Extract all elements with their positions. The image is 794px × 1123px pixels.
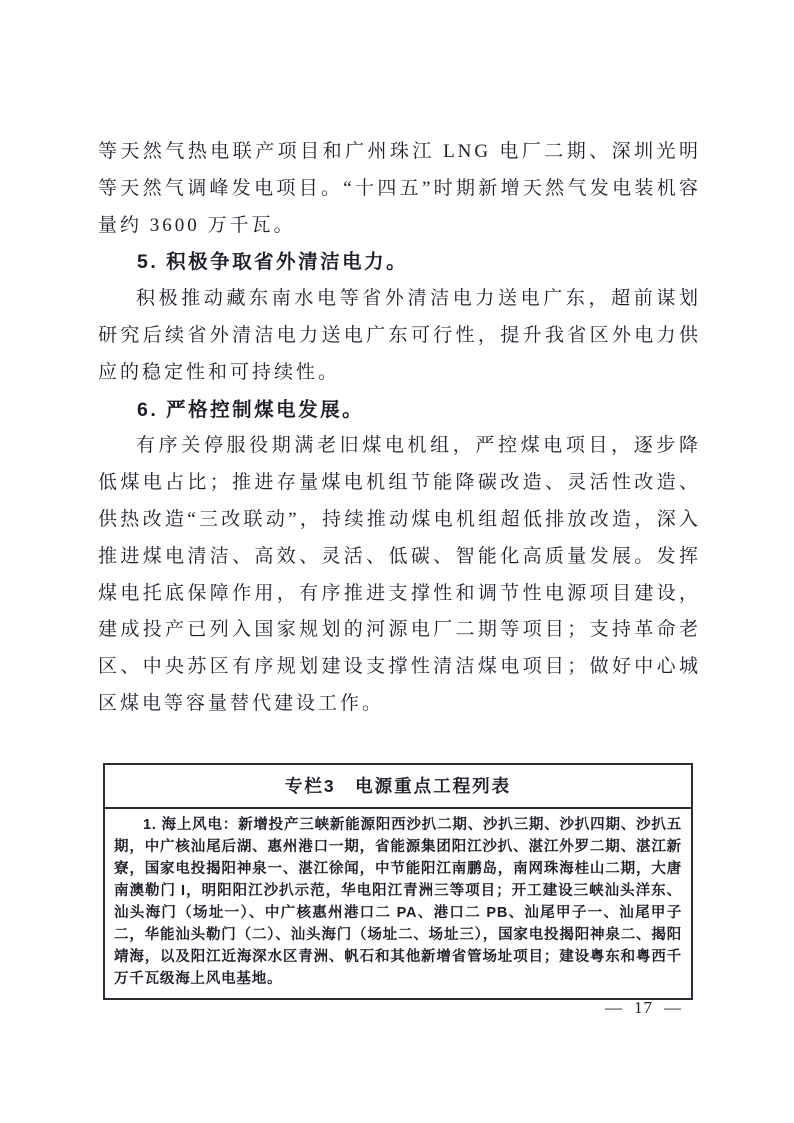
heading-section-5: 5. 积极争取省外清洁电力。 [137,251,409,274]
page-number-dash-left: — [605,998,623,1017]
page-number-value: 17 [634,998,653,1017]
column-box-title: 专栏3 电源重点工程列表 [105,765,691,809]
page-number [605,998,682,1018]
column-box-body-offshore-wind-list: 1. 海上风电：新增投产三峡新能源阳西沙扒二期、沙扒三期、沙扒四期、沙扒五期，中广核汕尾后湖、惠州港口一期，省能源集团阳江沙扒、湛江外罗二期、湛江新寮，国家电投揭阳神泉一、湛江徐闻，中节能阳江南鹏岛，南网珠海桂山二期，大唐南澳勒门 I，明阳阳江沙扒示范，华电阳江青洲三等项目；开工建设三峡汕头洋东、汕头海门（场址一）、中广核惠州港口二 PA、港口二 PB、汕尾甲子一、汕尾甲子二，华能汕头勒门（二）、汕头海门（场址二、场址三），国家电投揭阳神泉二、揭阳靖海，以及阳江近海深水区青洲、帆石和其他新增省管场址项目；建设粤东和粤西千万千瓦级海上风电基地。 [114,817,682,987]
paragraph-gas-power-continuation: 等天然气热电联产项目和广州珠江 LNG 电厂二期、深圳光明等天然气调峰发电项目。“十四五”时期新增天然气发电装机容量约 3600 万千瓦。 [98,141,701,236]
page-body-text [98,134,701,723]
column-box-3-power-projects [103,763,693,1000]
paragraph-coal-power-control: 有序关停服役期满老旧煤电机组，严控煤电项目，逐步降低煤电占比；推进存量煤电机组节能降碳改造、灵活性改造、供热改造“三改联动”，持续推动煤电机组超低排放改造，深入推进煤电清洁、高效、灵活、低碳、智能化高质量发展。发挥煤电托底保障作用，有序推进支撑性和调节性电源项目建设，建成投产已列入国家规划的河源电厂二期等项目；支持革命老区、中央苏区有序规划建设支撑性清洁煤电项目；做好中心城区煤电等容量替代建设工作。 [98,435,701,714]
heading-section-6: 6. 严格控制煤电发展。 [137,398,365,421]
page-number-dash-right: — [664,998,682,1017]
paragraph-external-clean-power: 积极推动藏东南水电等省外清洁电力送电广东，超前谋划研究后续省外清洁电力送电广东可行性，提升我省区外电力供应的稳定性和可持续性。 [98,288,701,383]
